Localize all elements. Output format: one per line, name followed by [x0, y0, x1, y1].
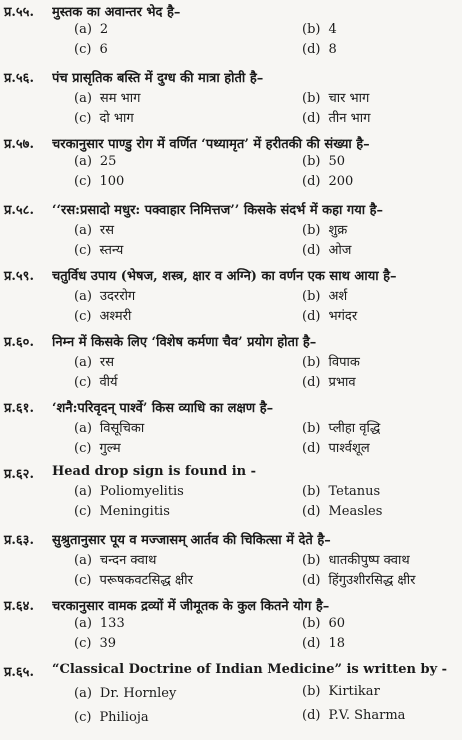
question-number: प्र.६५.: [4, 665, 34, 680]
option-a: (a) चन्दन क्वाथ: [74, 553, 157, 568]
option-d: (d) 18: [302, 636, 346, 651]
option-d: (d) प्रभाव: [302, 375, 356, 390]
question-text: पंच प्रासृतिक बस्ति में दुग्ध की मात्रा होती है–: [52, 71, 264, 86]
option-b: (b) Tetanus: [302, 484, 381, 499]
option-a: (a) 133: [74, 616, 125, 631]
option-d: (d) P.V. Sharma: [302, 708, 406, 723]
option-a: (a) 25: [74, 154, 117, 169]
option-b: (b) प्लीहा वृद्धि: [302, 421, 381, 436]
option-a: (a) सम भाग: [74, 91, 141, 106]
question-text: सुश्रुतानुसार पूय व मज्जासम् आर्तव की चिकित्सा में देते है–: [52, 533, 331, 548]
option-c: (c) वीर्य: [74, 375, 118, 390]
option-b: (b) 4: [302, 22, 337, 37]
question-text: ‘‘रस:प्रसादो मधुर: पक्वाहार निमित्तज’’ किसके संदर्भ में कहा गया है–: [52, 203, 384, 218]
question-58: [0, 198, 462, 258]
question-number: प्र.६४.: [4, 599, 34, 614]
option-c: (c) स्तन्य: [74, 243, 124, 258]
option-c: (c) Philioja: [74, 710, 149, 725]
question-text: निम्न में किसके लिए ‘विशेष कर्मणा चैव’ प्रयोग होता है–: [52, 335, 317, 350]
question-number: प्र.६३.: [4, 533, 34, 548]
question-text: Head drop sign is found in -: [52, 464, 257, 479]
question-62: [0, 462, 462, 519]
option-d: (d) 8: [302, 42, 337, 57]
question-number: प्र.५६.: [4, 71, 34, 86]
option-c: (c) गुल्म: [74, 441, 121, 456]
option-b: (b) चार भाग: [302, 91, 370, 106]
option-a: (a) उदररोग: [74, 289, 136, 304]
option-a: (a) Poliomyelitis: [74, 484, 184, 499]
option-b: (b) Kirtikar: [302, 684, 380, 699]
question-number: प्र.६०.: [4, 335, 34, 350]
question-number: प्र.५९.: [4, 269, 34, 284]
question-57: [0, 132, 462, 189]
question-number: प्र.६२.: [4, 467, 34, 482]
option-a: (a) रस: [74, 355, 115, 370]
option-c: (c) 100: [74, 174, 125, 189]
option-b: (b) विपाक: [302, 355, 360, 370]
question-text: “Classical Doctrine of Indian Medicine” is written by -: [52, 662, 448, 677]
option-d: (d) हिंगुउशीरसिद्ध क्षीर: [302, 573, 416, 588]
question-text: मुस्तक का अवान्तर भेद है–: [52, 5, 181, 20]
option-d: (d) ओज: [302, 243, 352, 258]
option-b: (b) शुक्र: [302, 223, 348, 238]
option-b: (b) 60: [302, 616, 346, 631]
question-61: [0, 396, 462, 456]
question-60: [0, 330, 462, 390]
option-c: (c) दो भाग: [74, 111, 134, 126]
option-c: (c) अश्मरी: [74, 309, 132, 324]
question-text: चतुर्विध उपाय (भेषज, शस्त्र, क्षार व अग्नि) का वर्णन एक साथ आया है–: [52, 269, 397, 284]
question-55: [0, 0, 462, 57]
question-text: चरकानुसार वामक द्रव्यों में जीमूतक के कुल कितने योग है–: [52, 599, 330, 614]
question-number: प्र.५८.: [4, 203, 34, 218]
option-a: (a) Dr. Hornley: [74, 686, 177, 701]
question-56: [0, 66, 462, 126]
option-a: (a) 2: [74, 22, 109, 37]
question-64: [0, 594, 462, 651]
option-c: (c) 6: [74, 42, 108, 57]
option-d: (d) तीन भाग: [302, 111, 371, 126]
question-text: ‘शनै:परिवृदन् पार्श्वे’ किस व्याधि का लक्षण है–: [52, 401, 274, 416]
question-text: चरकानुसार पाण्डु रोग में वर्णित ‘पथ्यामृत’ में हरीतकी की संख्या है–: [52, 137, 370, 152]
option-c: (c) Meningitis: [74, 504, 170, 519]
option-c: (c) परूषकवटसिद्ध क्षीर: [74, 573, 193, 588]
option-a: (a) विसूचिका: [74, 421, 145, 436]
option-d: (d) भगंदर: [302, 309, 358, 324]
option-a: (a) रस: [74, 223, 115, 238]
option-c: (c) 39: [74, 636, 116, 651]
question-number: प्र.५५.: [4, 5, 34, 20]
question-65: [0, 660, 462, 725]
option-b: (b) अर्श: [302, 289, 348, 304]
question-63: [0, 528, 462, 588]
question-59: [0, 264, 462, 324]
option-b: (b) 50: [302, 154, 346, 169]
option-b: (b) धातकीपुष्प क्वाथ: [302, 553, 410, 568]
option-d: (d) Measles: [302, 504, 383, 519]
question-number: प्र.५७.: [4, 137, 34, 152]
option-d: (d) पार्श्वशूल: [302, 441, 370, 456]
question-number: प्र.६१.: [4, 401, 34, 416]
option-d: (d) 200: [302, 174, 354, 189]
